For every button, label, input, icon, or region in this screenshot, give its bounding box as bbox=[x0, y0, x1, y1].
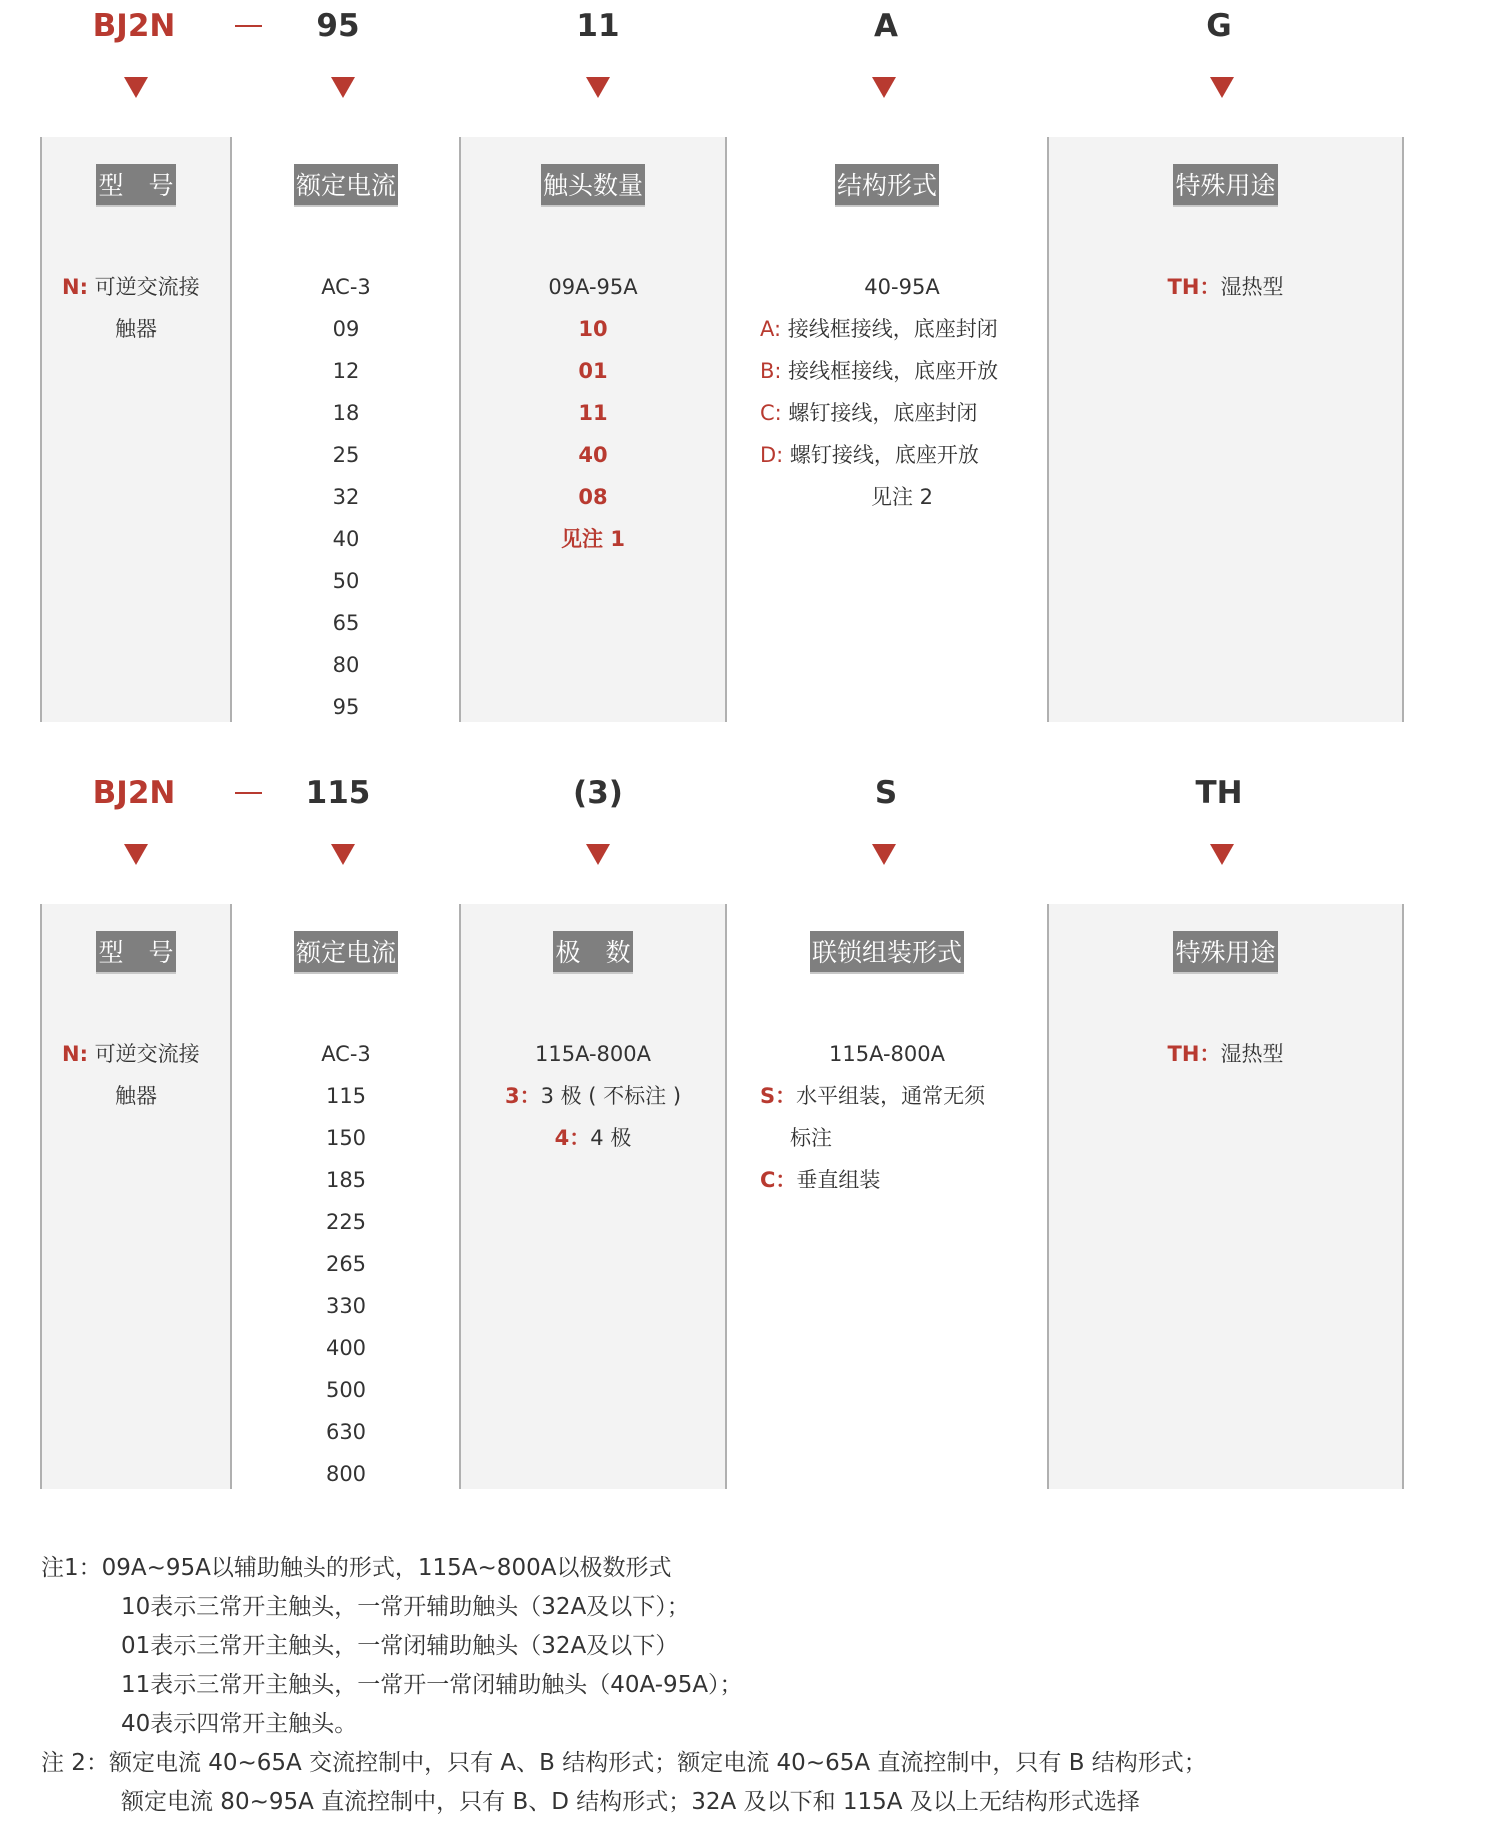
list-item bbox=[1049, 266, 1402, 308]
list-item: 330 bbox=[325, 1294, 367, 1318]
code-desc: 湿热型 bbox=[1220, 1042, 1284, 1066]
note-line: 11表示三常开主触头，一常开一常闭辅助触头（40A-95A）； bbox=[121, 1672, 743, 1698]
list-item: 11 bbox=[578, 401, 608, 425]
list-item bbox=[461, 1075, 725, 1117]
down-arrow-icon bbox=[586, 77, 610, 98]
list-item: 10 bbox=[578, 317, 608, 341]
code-interlock: S bbox=[874, 775, 898, 811]
code-key: TH： bbox=[1167, 1042, 1221, 1066]
code-key: 4： bbox=[554, 1126, 591, 1150]
column-label: 型 号 bbox=[96, 164, 175, 207]
note-line: 注1：09A~95A以辅助触头的形式，115A~800A以极数形式 bbox=[41, 1555, 672, 1581]
model-section-1 bbox=[0, 0, 1490, 722]
list-item bbox=[727, 1117, 1047, 1159]
column-rated-current bbox=[232, 137, 460, 722]
down-arrow-icon bbox=[124, 77, 148, 98]
note-line: 01表示三常开主触头，一常闭辅助触头（32A及以下） bbox=[121, 1633, 679, 1659]
list-item: 12 bbox=[332, 359, 360, 383]
code-key: D: bbox=[760, 443, 784, 467]
code-desc: 可逆交流接 bbox=[87, 275, 200, 299]
list-item bbox=[727, 350, 1047, 392]
code-series: BJ2N bbox=[92, 8, 176, 44]
list-item: 01 bbox=[578, 359, 608, 383]
column-model bbox=[40, 137, 232, 722]
code-desc: 4 极 bbox=[590, 1126, 632, 1150]
list-item: 08 bbox=[578, 485, 608, 509]
list-item: 150 bbox=[325, 1126, 367, 1150]
column-label: 结构形式 bbox=[835, 164, 939, 207]
code-key: A: bbox=[760, 317, 782, 341]
note-line: 10表示三常开主触头，一常开辅助触头（32A及以下）； bbox=[121, 1594, 690, 1620]
code-contacts: 11 bbox=[576, 8, 620, 44]
list-item bbox=[727, 1159, 1047, 1201]
column-label: 型 号 bbox=[96, 931, 175, 974]
list-item: 09A-95A bbox=[548, 275, 638, 299]
list-item bbox=[42, 1033, 230, 1075]
code-desc: 标注 bbox=[790, 1126, 832, 1150]
list-footer: 见注 2 bbox=[870, 485, 934, 509]
code-current: 115 bbox=[305, 775, 371, 811]
list-item: 630 bbox=[325, 1420, 367, 1444]
note-line: 注 2：额定电流 40~65A 交流控制中，只有 A、B 结构形式；额定电流 40~65A 直流控制中，只有 B 结构形式； bbox=[41, 1750, 1207, 1776]
column-poles bbox=[459, 904, 727, 1489]
list-item: 225 bbox=[325, 1210, 367, 1234]
notes bbox=[41, 1549, 1461, 1822]
down-arrow-icon bbox=[872, 844, 896, 865]
code-special: G bbox=[1206, 8, 1232, 44]
list-item bbox=[727, 434, 1047, 476]
code-desc: 螺钉接线，底座开放 bbox=[783, 443, 979, 467]
list-item: AC-3 bbox=[321, 275, 371, 299]
code-key: C： bbox=[760, 1168, 797, 1192]
code-desc: 3 极 ( 不标注 ) bbox=[540, 1084, 682, 1108]
code-current: 95 bbox=[316, 8, 360, 44]
list-header: 40-95A bbox=[864, 275, 940, 299]
list-header: 115A-800A bbox=[534, 1042, 651, 1066]
column-label: 特殊用途 bbox=[1173, 931, 1277, 974]
list-item: 65 bbox=[332, 611, 360, 635]
code-desc: 螺钉接线，底座封闭 bbox=[781, 401, 978, 425]
list-item: 32 bbox=[332, 485, 360, 509]
list-item: 500 bbox=[325, 1378, 367, 1402]
down-arrow-icon bbox=[1210, 844, 1234, 865]
list-item bbox=[42, 308, 230, 350]
column-label: 额定电流 bbox=[294, 931, 398, 974]
list-item: 40 bbox=[332, 527, 360, 551]
code-key: C: bbox=[760, 401, 782, 425]
down-arrow-icon bbox=[586, 844, 610, 865]
list-item bbox=[42, 266, 230, 308]
list-item: 见注 1 bbox=[561, 527, 625, 551]
column-model bbox=[40, 904, 232, 1489]
column-contact-count bbox=[459, 137, 727, 722]
list-item: 40 bbox=[578, 443, 608, 467]
code-key: S： bbox=[760, 1084, 797, 1108]
code-dash bbox=[235, 792, 262, 794]
column-special-use bbox=[1047, 137, 1404, 722]
code-desc: 触器 bbox=[115, 1084, 157, 1108]
list-item: 95 bbox=[332, 695, 360, 719]
down-arrow-icon bbox=[124, 844, 148, 865]
list-header: 115A-800A bbox=[828, 1042, 945, 1066]
list-item: 09 bbox=[332, 317, 360, 341]
list-item: 400 bbox=[325, 1336, 367, 1360]
column-label: 联锁组装形式 bbox=[810, 931, 964, 974]
list-item bbox=[727, 1075, 1047, 1117]
down-arrow-icon bbox=[1210, 77, 1234, 98]
code-key: TH： bbox=[1167, 275, 1221, 299]
note-line: 40表示四常开主触头。 bbox=[121, 1711, 358, 1737]
down-arrow-icon bbox=[331, 844, 355, 865]
code-dash bbox=[235, 25, 262, 27]
list-item bbox=[1049, 1033, 1402, 1075]
column-label: 触头数量 bbox=[541, 164, 645, 207]
list-item: 265 bbox=[325, 1252, 367, 1276]
code-desc: 可逆交流接 bbox=[87, 1042, 200, 1066]
model-section-2 bbox=[0, 767, 1490, 1489]
list-item bbox=[461, 1117, 725, 1159]
code-desc: 触器 bbox=[115, 317, 157, 341]
code-special: TH bbox=[1195, 775, 1243, 811]
down-arrow-icon bbox=[331, 77, 355, 98]
code-desc: 湿热型 bbox=[1220, 275, 1284, 299]
list-item: AC-3 bbox=[321, 1042, 371, 1066]
code-key: N: bbox=[62, 275, 88, 299]
code-desc: 接线框接线，底座开放 bbox=[781, 359, 999, 383]
column-label: 特殊用途 bbox=[1173, 164, 1277, 207]
column-rated-current bbox=[232, 904, 460, 1489]
list-item bbox=[727, 308, 1047, 350]
column-label: 极 数 bbox=[553, 931, 632, 974]
code-desc: 水平组装，通常无须 bbox=[796, 1084, 986, 1108]
list-item: 115 bbox=[325, 1084, 367, 1108]
list-item: 800 bbox=[325, 1462, 367, 1486]
code-key: N: bbox=[62, 1042, 88, 1066]
note-line: 额定电流 80~95A 直流控制中，只有 B、D 结构形式；32A 及以下和 115A 及以上无结构形式选择 bbox=[121, 1789, 1140, 1815]
list-item: 80 bbox=[332, 653, 360, 677]
code-series: BJ2N bbox=[92, 775, 176, 811]
list-item bbox=[727, 392, 1047, 434]
list-item bbox=[42, 1075, 230, 1117]
code-key: B: bbox=[760, 359, 782, 383]
code-desc: 垂直组装 bbox=[796, 1168, 881, 1192]
code-structure: A bbox=[874, 8, 898, 44]
code-key: 3： bbox=[504, 1084, 541, 1108]
list-item: 18 bbox=[332, 401, 360, 425]
code-poles: (3) bbox=[573, 775, 623, 811]
list-item: 25 bbox=[332, 443, 360, 467]
column-interlock-assembly bbox=[727, 904, 1047, 1489]
down-arrow-icon bbox=[872, 77, 896, 98]
column-special-use bbox=[1047, 904, 1404, 1489]
list-item: 185 bbox=[325, 1168, 367, 1192]
code-desc: 接线框接线，底座封闭 bbox=[781, 317, 998, 341]
column-label: 额定电流 bbox=[294, 164, 398, 207]
list-item: 50 bbox=[332, 569, 360, 593]
column-structure-form bbox=[727, 137, 1047, 722]
